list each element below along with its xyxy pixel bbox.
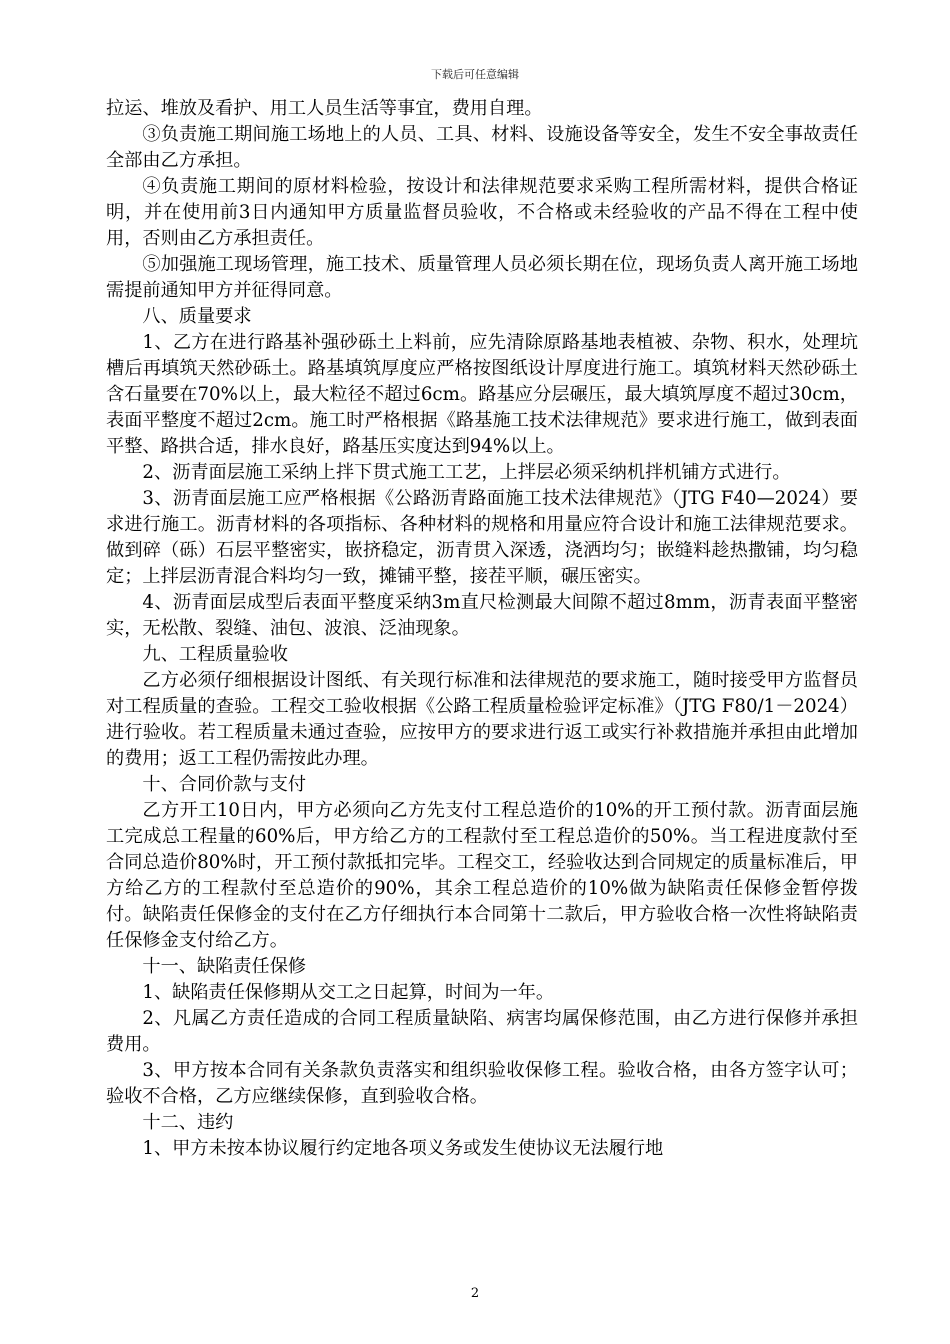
page-header: 下载后可任意编辑 (431, 68, 519, 81)
paragraph: ③负责施工期间施工场地上的人员、工具、材料、设施设备等安全，发生不安全事故责任全部由乙方承担。 (106, 124, 858, 171)
paragraph: 3、沥青面层施工应严格根据《公路沥青路面施工技术法律规范》（JTG F40—2024）要求进行施工。沥青材料的各项指标、各种材料的规格和用量应符合设计和施工法律规范要求。做到碎（砾）石层平整密实，嵌挤稳定，沥青贯入深透，浇洒均匀；嵌缝料趁热撒铺，均匀稳定；上拌层沥青混合料均匀一致，摊铺平整，接茬平顺，碾压密实。 (106, 488, 858, 587)
paragraph: 4、沥青面层成型后表面平整度采纳3m直尺检测最大间隙不超过8mm，沥青表面平整密实，无松散、裂缝、油包、波浪、泛油现象。 (106, 592, 858, 639)
section-heading: 十、合同价款与支付 (142, 774, 307, 795)
paragraph: 1、甲方未按本协议履行约定地各项义务或发生使协议无法履行地 (142, 1138, 664, 1159)
paragraph: 2、沥青面层施工采纳上拌下贯式施工工艺，上拌层必须采纳机拌机铺方式进行。 (142, 462, 791, 483)
paragraph: 乙方开工10日内，甲方必须向乙方先支付工程总造价的10%的开工预付款。沥青面层施工完成总工程量的60%后，甲方给乙方的工程款付至工程总造价的50%。当工程进度款付至合同总造价80%时，开工预付款抵扣完毕。工程交工，经验收达到合同规定的质量标准后，甲方给乙方的工程款付至总造价的90%，其余工程总造价的10%做为缺陷责任保修金暂停拨付。缺陷责任保修金的支付在乙方仔细执行本合同第十二款后，甲方验收合格一次性将缺陷责任保修金支付给乙方。 (106, 800, 858, 951)
page-number: 2 (470, 1286, 480, 1301)
section-heading: 十一、缺陷责任保修 (142, 956, 307, 977)
section-heading: 九、工程质量验收 (142, 644, 288, 665)
paragraph: 3、甲方按本合同有关条款负责落实和组织验收保修工程。验收合格，由各方签字认可；验收不合格，乙方应继续保修，直到验收合格。 (106, 1060, 858, 1107)
paragraph: ⑤加强施工现场管理，施工技术、质量管理人员必须长期在位，现场负责人离开施工场地需提前通知甲方并征得同意。 (106, 254, 858, 301)
section-heading: 十二、违约 (142, 1112, 234, 1133)
section-heading: 八、质量要求 (142, 306, 252, 327)
paragraph: 乙方必须仔细根据设计图纸、有关现行标准和法律规范的要求施工，随时接受甲方监督员对工程质量的查验。工程交工验收根据《公路工程质量检验评定标准》（JTG F80/1－2024）进行验收。若工程质量未通过查验，应按甲方的要求进行返工或实行补救措施并承担由此增加的费用；返工工程仍需按此办理。 (106, 670, 858, 769)
paragraph: 1、乙方在进行路基补强砂砾土上料前，应先清除原路基地表植被、杂物、积水，处理坑槽后再填筑天然砂砾土。路基填筑厚度应严格按图纸设计厚度进行施工。填筑材料天然砂砾土含石量要在70%以上，最大粒径不超过6cm。路基应分层碾压，最大填筑厚度不超过30cm，表面平整度不超过2cm。施工时严格根据《路基施工技术法律规范》要求进行施工，做到表面平整、路拱合适，排水良好，路基压实度达到94%以上。 (106, 332, 858, 457)
paragraph: 2、凡属乙方责任造成的合同工程质量缺陷、病害均属保修范围，由乙方进行保修并承担费用。 (106, 1008, 858, 1055)
paragraph: 1、缺陷责任保修期从交工之日起算，时间为一年。 (142, 982, 555, 1003)
paragraph: ④负责施工期间的原材料检验，按设计和法律规范要求采购工程所需材料，提供合格证明，并在使用前3日内通知甲方质量监督员验收，不合格或未经验收的产品不得在工程中使用，否则由乙方承担责任。 (106, 176, 858, 249)
paragraph: 拉运、堆放及看护、用工人员生活等事宜，费用自理。 (106, 98, 543, 119)
document-body (106, 96, 858, 1162)
